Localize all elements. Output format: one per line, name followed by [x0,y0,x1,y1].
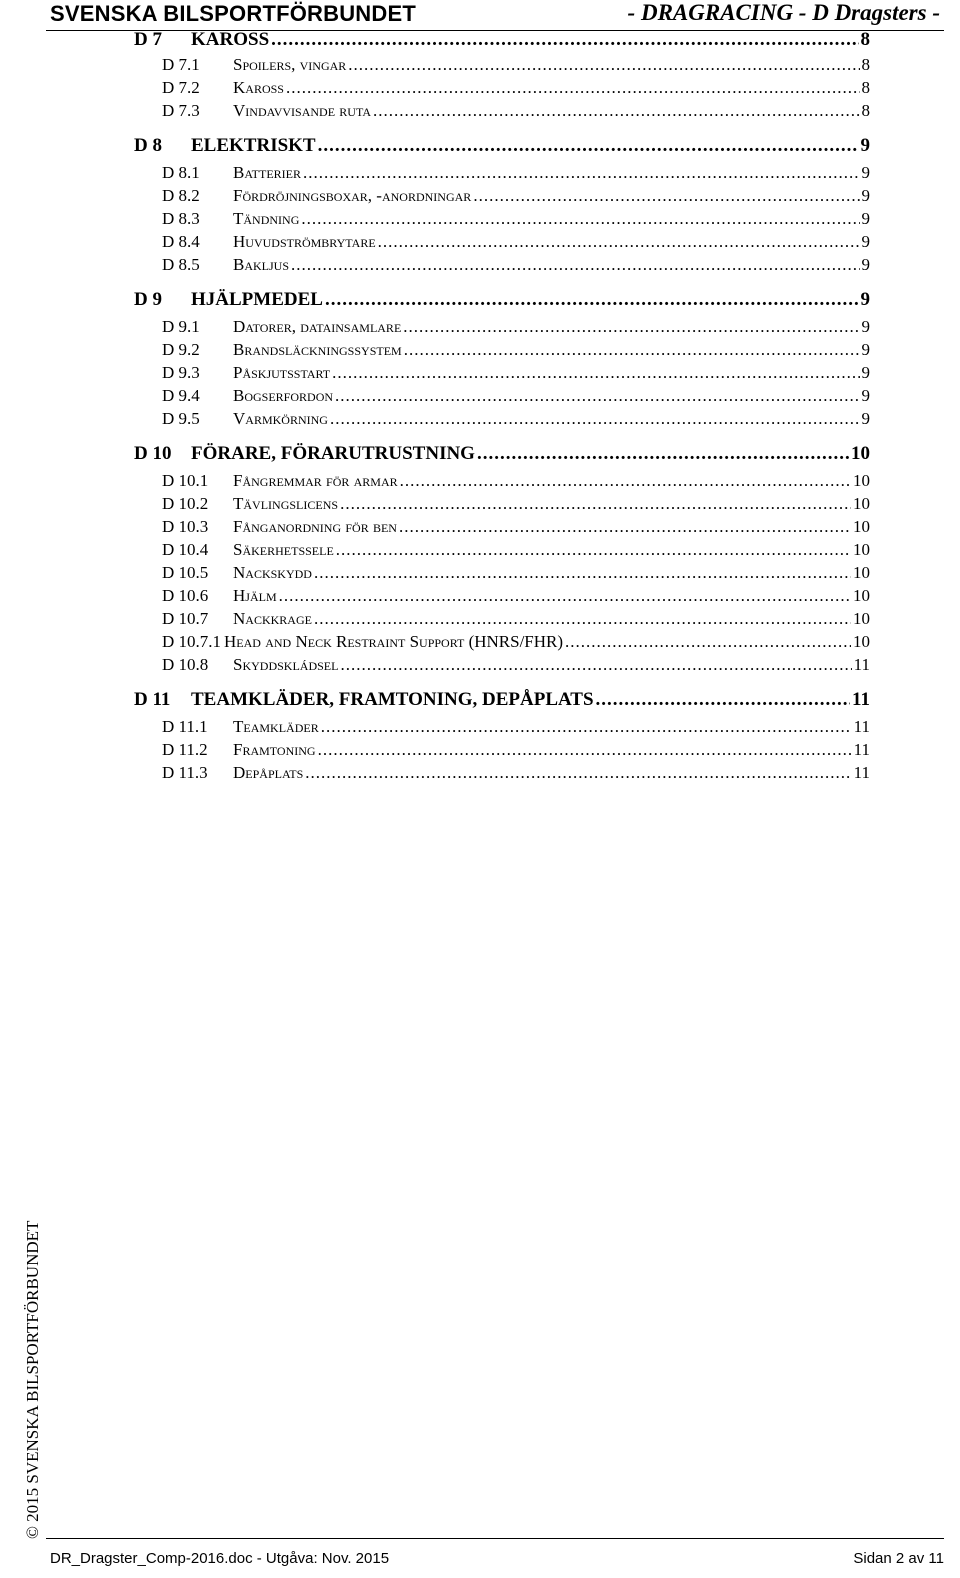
toc-entry-page: 9 [860,135,870,156]
toc-dot-leader [314,609,851,629]
toc-entry-number: D 8.3 [162,209,200,228]
toc-entry-page: 9 [861,186,870,205]
toc-entry-title: Påskjutsstart [233,363,331,382]
toc-dot-leader [318,740,852,760]
toc-entry-number: D 11.2 [162,740,208,759]
toc-entry-page: 8 [861,55,870,74]
toc-entry-number: D 7.3 [162,101,200,120]
toc-dot-leader [271,29,858,51]
toc-entry-number: D 10.6 [162,586,209,605]
toc-entry-page: 9 [861,317,870,336]
toc-dot-leader [305,763,851,783]
toc-section-entry[interactable] [162,386,870,406]
toc-entry-title: Fördröjningsboxar, -anordningar [233,186,472,205]
toc-entry-title: Spoilers, vingar [233,55,347,74]
toc-entry-page: 9 [861,386,870,405]
toc-entry-page: 9 [861,163,870,182]
toc-dot-leader [321,717,852,737]
toc-entry-page: 9 [861,363,870,382]
toc-entry-page: 11 [853,763,870,782]
toc-entry-number: D 9.3 [162,363,200,382]
toc-dot-leader [279,586,851,606]
toc-entry-number: D 10 [134,443,172,464]
toc-chapter-entry[interactable] [134,289,870,311]
toc-dot-leader [325,289,859,311]
toc-entry-page: 11 [853,655,870,674]
page-footer [46,1538,944,1578]
toc-section-entry[interactable] [162,409,870,429]
toc-section-entry[interactable] [162,55,870,75]
toc-dot-leader [340,655,851,675]
toc-entry-number: D 9.1 [162,317,200,336]
toc-section-entry[interactable] [162,609,870,629]
toc-entry-title: Brandsläckningssystem [233,340,402,359]
toc-chapter-entry[interactable] [134,443,870,465]
toc-entry-number: D 10.1 [162,471,209,490]
toc-dot-leader [336,540,851,560]
toc-entry-page: 11 [852,689,870,710]
toc-entry-title: Vindavvisande ruta [233,101,372,120]
toc-dot-leader [340,494,851,514]
toc-entry-page: 8 [860,29,870,50]
toc-dot-leader [373,101,859,121]
toc-entry-page: 8 [861,101,870,120]
toc-dot-leader [318,135,859,157]
toc-entry-title: Bogserfordon [233,386,334,405]
toc-entry-page: 9 [861,232,870,251]
toc-entry-title: Head and Neck Restraint Support (HNRS/FHR) [224,632,564,651]
toc-chapter-entry[interactable] [134,29,870,51]
toc-entry-page: 9 [861,409,870,428]
toc-entry-number: D 7.1 [162,55,200,74]
toc-entry-page: 9 [861,255,870,274]
toc-entry-title: Teamkläder [233,717,319,736]
organization-name: SVENSKA BILSPORTFÖRBUNDET [50,1,416,26]
toc-entry-title: Bakljus [233,255,290,274]
toc-section-entry[interactable] [162,494,870,514]
toc-entry-number: D 9 [134,289,162,310]
toc-entry-page: 9 [861,209,870,228]
toc-section-entry[interactable] [162,186,870,206]
toc-chapter-entry[interactable] [134,135,870,157]
toc-entry-title: FÖRARE, FÖRARUTRUSTNING [191,443,475,464]
toc-entry-number: D 11.1 [162,717,208,736]
toc-entry-title: Tävlingslicens [233,494,339,513]
toc-entry-number: D 10.5 [162,563,209,582]
toc-section-entry[interactable] [162,586,870,606]
toc-entry-number: D 10.3 [162,517,209,536]
toc-dot-leader [291,255,859,275]
toc-entry-title: Depåplats [233,763,304,782]
toc-section-entry[interactable] [162,563,870,583]
toc-dot-leader [378,232,860,252]
toc-dot-leader [596,689,851,711]
toc-entry-title: TEAMKLÄDER, FRAMTONING, DEPÅPLATS [191,689,594,710]
toc-entry-page: 11 [853,717,870,736]
toc-dot-leader [330,409,860,429]
toc-section-entry[interactable] [162,363,870,383]
toc-dot-leader [404,340,860,360]
toc-dot-leader [335,386,859,406]
toc-entry-number: D 9.2 [162,340,200,359]
toc-chapter-entry[interactable] [134,689,870,711]
toc-section-entry[interactable] [162,655,870,675]
toc-entry-title: Varmkörning [233,409,328,428]
toc-dot-leader [301,209,859,229]
toc-dot-leader [565,632,851,652]
toc-section-entry[interactable] [162,763,870,783]
toc-section-entry[interactable] [162,101,870,121]
toc-dot-leader [477,443,849,465]
toc-entry-title: HJÄLPMEDEL [191,289,323,310]
toc-entry-page: 10 [853,517,870,536]
toc-section-entry[interactable] [162,632,870,652]
toc-entry-title: Batterier [233,163,301,182]
toc-entry-number: D 9.5 [162,409,200,428]
toc-entry-page: 11 [853,740,870,759]
toc-dot-leader [314,563,851,583]
toc-section-entry[interactable] [162,78,870,98]
toc-entry-number: D 7.2 [162,78,200,97]
toc-entry-number: D 7 [134,29,162,50]
toc-entry-title: Nackkrage [233,609,312,628]
footer-page-number: Sidan 2 av 11 [853,1550,944,1567]
toc-section-entry[interactable] [162,717,870,737]
toc-section-entry[interactable] [162,209,870,229]
toc-entry-title: Framtoning [233,740,316,759]
toc-entry-number: D 11.3 [162,763,208,782]
toc-entry-title: Säkerhetssele [233,540,334,559]
toc-dot-leader [303,163,860,183]
toc-section-entry[interactable] [162,255,870,275]
toc-entry-number: D 10.7 [162,609,209,628]
toc-dot-leader [286,78,860,98]
toc-entry-number: D 10.7.1 [162,632,222,651]
toc-entry-title: Skyddskládsel [233,655,339,674]
toc-entry-title: Fånganordning för ben [233,517,397,536]
page-header [46,0,944,31]
toc-dot-leader [332,363,859,383]
toc-entry-number: D 8.2 [162,186,200,205]
toc-section-entry[interactable] [162,317,870,337]
copyright-vertical-text: © 2015 SVENSKA BILSPORTFÖRBUNDET [23,1220,42,1539]
toc-dot-leader [400,471,851,491]
toc-entry-title: Hjälm [233,586,277,605]
document-title: - DRAGRACING - D Dragsters - [627,0,940,25]
toc-dot-leader [403,317,859,337]
toc-entry-page: 10 [853,586,870,605]
toc-entry-number: D 10.8 [162,655,209,674]
toc-entry-title: Tändning [233,209,300,228]
toc-entry-page: 10 [853,609,870,628]
toc-section-entry[interactable] [162,517,870,537]
toc-entry-number: D 8 [134,135,162,156]
toc-section-entry[interactable] [162,540,870,560]
toc-section-entry[interactable] [162,232,870,252]
toc-entry-page: 9 [861,340,870,359]
toc-entry-title: Nackskydd [233,563,312,582]
toc-section-entry[interactable] [162,340,870,360]
toc-entry-number: D 10.4 [162,540,209,559]
toc-entry-page: 9 [860,289,870,310]
toc-entry-page: 10 [853,563,870,582]
toc-entry-title: KAROSS [191,29,270,50]
toc-dot-leader [348,55,859,75]
toc-entry-number: D 8.4 [162,232,200,251]
toc-entry-title: Kaross [233,78,284,97]
toc-entry-title: Fångremmar för armar [233,471,398,490]
toc-entry-page: 10 [851,443,870,464]
toc-section-entry[interactable] [162,163,870,183]
toc-entry-number: D 10.2 [162,494,209,513]
toc-entry-number: D 9.4 [162,386,200,405]
toc-entry-title: Datorer, datainsamlare [233,317,402,336]
toc-entry-page: 8 [861,78,870,97]
toc-entry-page: 10 [853,540,870,559]
toc-entry-title: ELEKTRISKT [191,135,316,156]
footer-filename: DR_Dragster_Comp-2016.doc - Utgåva: Nov. 2015 [50,1550,390,1567]
toc-entry-page: 10 [853,494,870,513]
toc-entry-number: D 11 [134,689,171,710]
toc-entry-number: D 8.1 [162,163,200,182]
toc-section-entry[interactable] [162,471,870,491]
toc-entry-page: 10 [853,632,870,651]
toc-section-entry[interactable] [162,740,870,760]
toc-dot-leader [399,517,851,537]
toc-entry-number: D 8.5 [162,255,200,274]
toc-entry-title: Huvudströmbrytare [233,232,376,251]
toc-dot-leader [473,186,859,206]
toc-entry-page: 10 [853,471,870,490]
